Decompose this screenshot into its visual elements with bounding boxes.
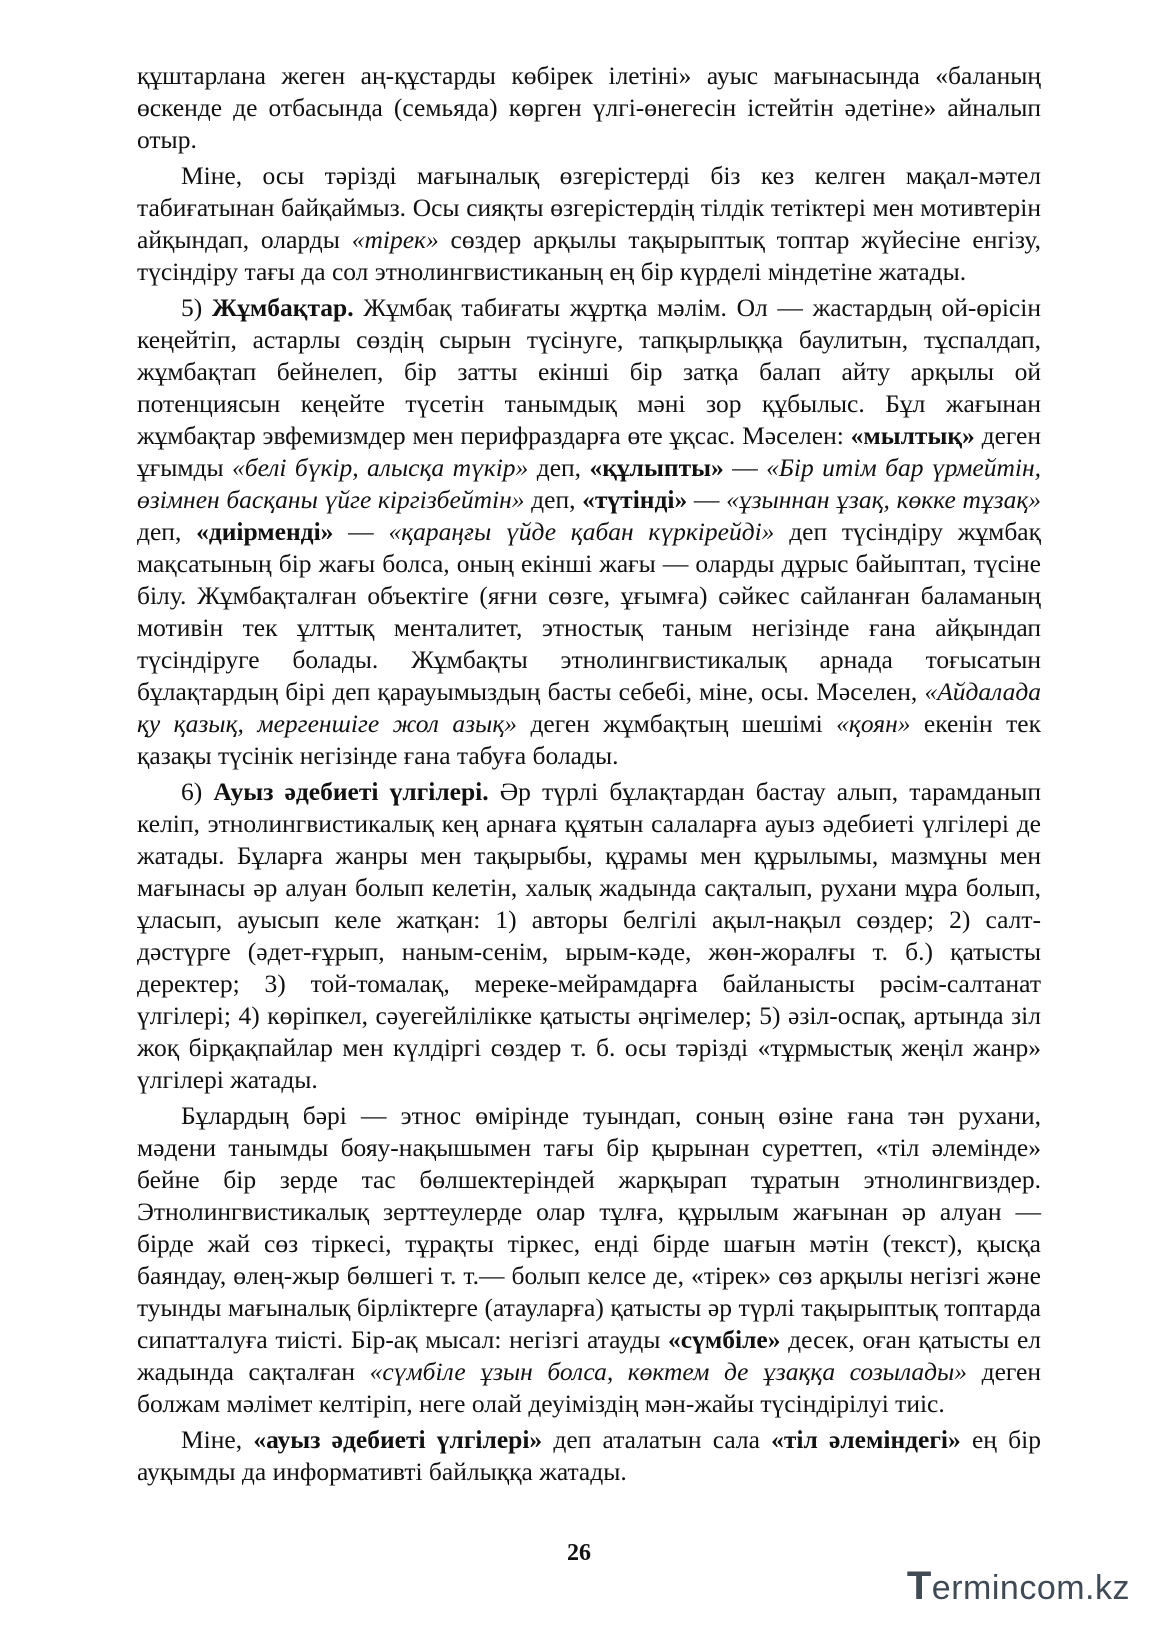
- page-number: 26: [567, 1540, 591, 1566]
- watermark-logo-text: ermincom.kz: [931, 1569, 1130, 1607]
- riddles-word-2: «құлыпты»: [589, 453, 724, 482]
- watermark-logo: [907, 1564, 1130, 1609]
- riddles-text-1: Жұмбақ табиғаты жұртқа мәлім. Ол — жастардың ой-өрісін кеңейтіп, астарлы сөздің сырын түсінуге, тапқырлыққа баулитын, тұспалдап, жұмбақтап бейнелеп, бір затты екінші бір затқа балап айту арқылы ой потенциясын кеңейте түсетін танымдық мәні зор құбылыс. Бұл жағынан жұмбақтар эвфемизмдер мен перифраздарға өте ұқсас. Мәселен:: [137, 293, 1041, 450]
- paragraph-5-quote-1: «сүмбіле ұзын болса, көктем де ұзаққа созылады»: [369, 1357, 968, 1386]
- riddles-quote-5: «Айдалада қу қазық, мергеншіге жол азық»: [137, 677, 1041, 738]
- paragraph-6-word-1: «ауыз әдебиеті үлгілері»: [253, 1425, 543, 1454]
- paragraph-2-text-c: сөздер арқылы тақырыптық топтар жүйесіне енгізу, түсіндіру тағы да сол этнолингвистиканың ең бір күрделі міндетіне жатады.: [137, 225, 1041, 286]
- paragraph-5-word-1: «сүмбіле»: [668, 1325, 781, 1354]
- paragraph-5-text-1: Бұлардың бәрі — этнос өмірінде туындап, соның өзіне ғана тән рухани, мәдени танымды бояу-нақышымен тағы бір қырынан суреттеп, «тіл әлемінде» бейне бір зерде тас бөлшектеріндей жарқырап тұратын этнолингвиздер. Этнолингвистикалық зерттеулерде олар тұлға, құрылым жағынан әр алуан — бірде жай сөз тіркесі, тұрақты тіркес, енді бірде шағын мәтін (текст), қысқа баяндау, өлең-жыр бөлшегі т. т.— болып келсе де, «тірек» сөз арқылы негізгі және туынды мағыналық бірліктерге (атауларға) қатысты әр түрлі тақырыптық топтарда сипатталуға тиісті. Бір-ақ мысал: негізгі атауды: [137, 1101, 1041, 1354]
- paragraph-6-word-2: «тіл әлеміндегі»: [771, 1425, 961, 1454]
- riddles-text-11: екенін тек қазақы түсінік негізінде ғана табуға болады.: [137, 709, 1041, 770]
- paragraph-5-text-2: десек, оған қатысты ел жадында сақталған: [137, 1325, 1041, 1386]
- paragraph-6-text-2: деп аталатын сала: [542, 1425, 772, 1454]
- riddles-quote-6: «қоян»: [836, 709, 911, 738]
- riddles-text-10: деген жұмбақтың шешімі: [517, 709, 837, 738]
- paragraph-oral-literature: [137, 776, 1041, 1096]
- paragraph-1-text: құштарлана жеген аң-құстарды көбірек ілетіні» ауыс мағынасында «баланың өскенде де отбасында (семьяда) көрген үлгі-өнегесін істейтін әдетіне» айналып отыр.: [137, 61, 1041, 154]
- document-page: [137, 60, 1041, 1492]
- paragraph-1: [137, 60, 1041, 156]
- riddles-quote-4: «қараңғы үйде қабан күркірейді»: [388, 517, 775, 546]
- watermark-logo-initial: T: [906, 1564, 932, 1608]
- paragraph-6: [137, 1424, 1041, 1488]
- riddles-text-3: деп,: [528, 453, 590, 482]
- riddles-text-9: деп түсіндіру жұмбақ мақсатының бір жағы болса, оның екінші жағы — оларды дұрыс байыптап, түсіне білу. Жұмбақталған объектіге (яғни сөзге, ұғымға) сәйкес сайланған баламаның мотивін тек ұлттық менталитет, этностық таным негізінде ғана айқындап түсіндіруге болады. Жұмбақты этнолингвистикалық арнада тоғысатын бұлақтардың бірі деп қарауымыздың басты себебі, міне, осы. Мәселен,: [137, 517, 1041, 706]
- riddles-word-1: «мылтық»: [850, 421, 975, 450]
- paragraph-6-text-3: ең бір ауқымды да информативті байлыққа жатады.: [137, 1425, 1041, 1486]
- paragraph-5: [137, 1100, 1041, 1420]
- riddles-text-6: —: [687, 485, 727, 514]
- oral-literature-heading: Ауыз әдебиеті үлгілері.: [213, 777, 489, 806]
- riddles-text-2: деген ұғымды: [137, 421, 1041, 482]
- riddles-quote-3: «ұзыннан ұзақ, көкке тұзақ»: [726, 485, 1041, 514]
- paragraph-5-text-3: деген болжам мәлімет келтіріп, неге олай деуіміздің мән-жайы түсіндірілуі тиіс.: [137, 1357, 1041, 1418]
- oral-literature-number: 6): [181, 777, 214, 806]
- paragraph-6-text-1: Міне,: [181, 1425, 254, 1454]
- riddles-text-7: деп,: [137, 517, 197, 546]
- riddles-word-3: «түтінді»: [582, 485, 688, 514]
- riddles-text-5: деп,: [524, 485, 583, 514]
- paragraph-riddles: [137, 292, 1041, 772]
- paragraph-2-text-a: Міне, осы тәрізді мағыналық өзгерістерді біз кез келген мақал-мәтел табиғатынан байқаймыз. Осы сияқты өзгерістердің тілдік тетіктері мен мотивтерін айқындап, оларды: [137, 161, 1041, 254]
- riddles-number: 5): [181, 293, 212, 322]
- paragraph-2-italic-term: «тірек»: [351, 225, 439, 254]
- riddles-text-4: —: [723, 453, 767, 482]
- oral-literature-text: Әр түрлі бұлақтардан бастау алып, тарамданып келіп, этнолингвистикалық кең арнаға құятын салаларға ауыз әдебиеті үлгілері де жатады. Бұларға жанры мен тақырыбы, құрамы мен құрылымы, мазмұны мен мағынасы әр алуан болып келетін, халық жадында сақталып, рухани мұра болып, ұласып, ауысып келе жатқан: 1) авторы белгілі ақыл-нақыл сөздер; 2) салт-дәстүрге (әдет-ғұрып, наным-сенім, ырым-кәде, жөн-жоралғы т. б.) қатысты деректер; 3) той-томалақ, мереке-мейрамдарға байланысты рәсім-салтанат үлгілері; 4) көріпкел, сәуегейлілікке қатысты әңгімелер; 5) әзіл-оспақ, артында зіл жоқ бірқақпайлар мен күлдіргі сөздер т. б. осы тәрізді «тұрмыстық жеңіл жанр» үлгілері жатады.: [137, 777, 1041, 1094]
- paragraph-2: [137, 160, 1041, 288]
- riddles-word-4: «диірменді»: [196, 517, 334, 546]
- riddles-heading: Жұмбақтар.: [211, 293, 354, 322]
- riddles-quote-1: «белі бүкір, алысқа түкір»: [232, 453, 529, 482]
- riddles-quote-2: «Бір итім бар үрмейтін, өзімнен басқаны үйге кіргізбейтін»: [137, 453, 1041, 514]
- riddles-text-8: —: [333, 517, 389, 546]
